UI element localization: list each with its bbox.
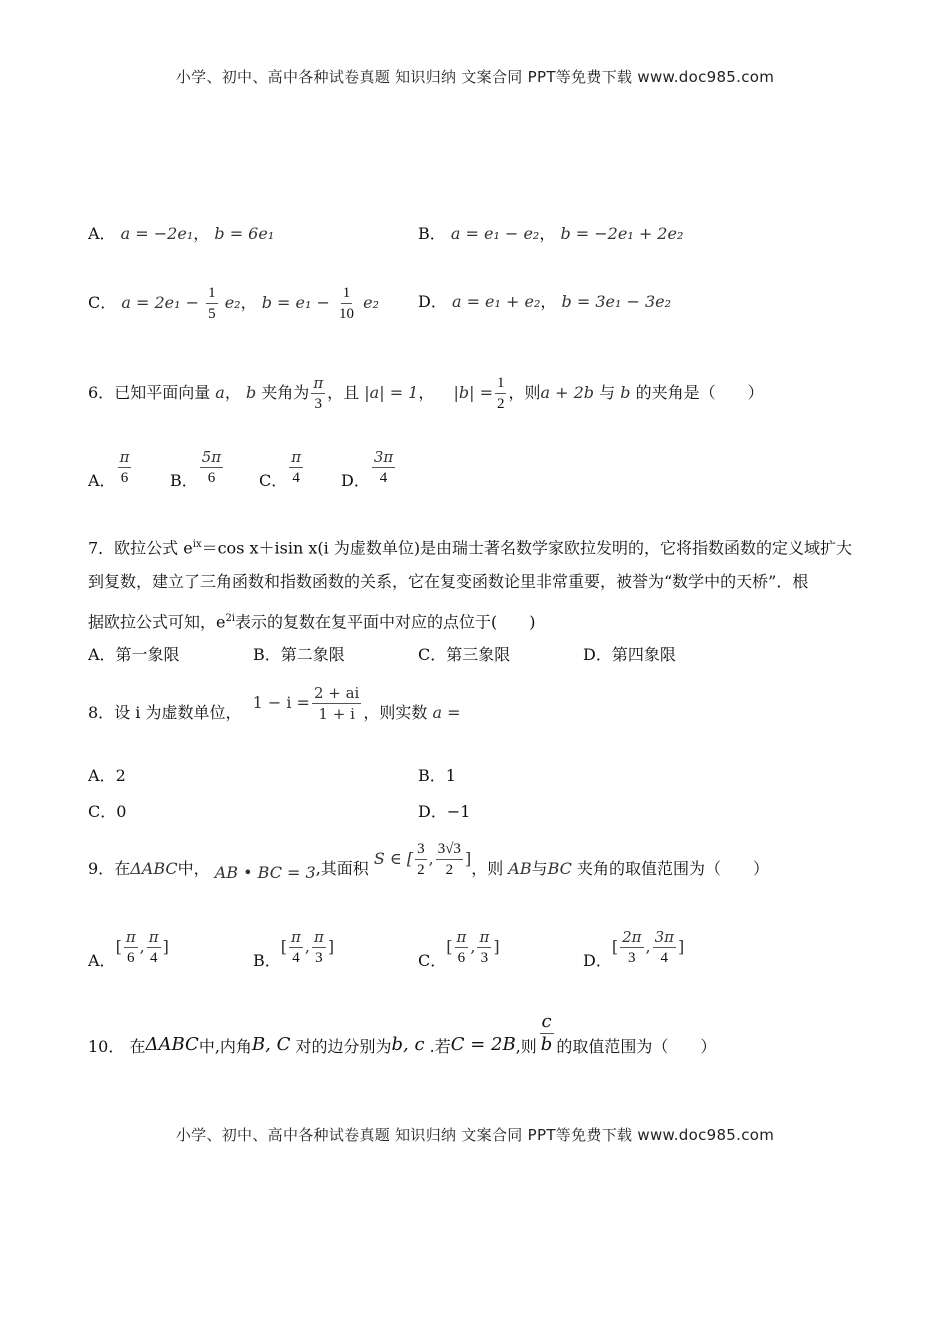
- fraction-denominator: 2: [417, 862, 425, 878]
- fraction-denominator: 5: [208, 306, 216, 322]
- fraction-numerator: 5π: [201, 448, 222, 466]
- q9-option-a-label: A．: [88, 951, 116, 970]
- q7-line-2: 到复数，建立了三角函数和指数函数的关系，它在复变函数论里非常重要，被誉为“数学中的天桥”．根: [88, 572, 809, 591]
- fraction-numerator: 3π: [654, 928, 674, 946]
- q8-text-2: ，则实数: [363, 703, 428, 722]
- q6-angle-fraction: [311, 374, 325, 413]
- q10-number: 10．: [88, 1037, 125, 1056]
- q6-text-3: ，且: [327, 383, 360, 402]
- q9-stem: [88, 840, 769, 883]
- q10-text-6: 的取值范围为（ ）: [556, 1037, 717, 1056]
- q8-number: 8．: [88, 703, 115, 722]
- q10-text-3: 对的边分别为: [295, 1037, 392, 1056]
- q9-option-d: D．[ $\frac{2\pi}{3}$ , $\frac{3\pi}{4}$ ]: [583, 928, 685, 970]
- q6-option-c-label: C．: [259, 471, 288, 490]
- q6-option-a-label: A．: [88, 471, 116, 490]
- q9-text-5: 与: [531, 859, 548, 878]
- q8-stem: [88, 684, 460, 723]
- q8-option-b-value: 1: [445, 766, 456, 785]
- q9-text-1: 在: [114, 859, 131, 878]
- q10-triangle: ΔABC: [145, 1034, 199, 1055]
- fraction-numerator: 2π: [622, 928, 642, 946]
- q9-option-d-fraction-2: [653, 928, 676, 967]
- q8-option-c: [88, 802, 126, 822]
- q8-variable-a: a =: [432, 703, 461, 722]
- q8-option-b: [418, 766, 456, 786]
- q10-condition: C = 2B: [450, 1034, 516, 1055]
- q6-option-b-fraction: [200, 448, 223, 487]
- q6-option-d-label: D．: [341, 471, 370, 490]
- q10-sides: b, c: [391, 1034, 425, 1055]
- fraction-numerator: 1: [206, 284, 218, 304]
- q6-option-b: [170, 448, 225, 491]
- q9-option-d-fraction-1: [620, 928, 643, 967]
- q5-option-c: [88, 284, 379, 323]
- q10-text-1: 在: [129, 1037, 146, 1056]
- q5-option-b-sep: ，: [539, 224, 556, 243]
- fraction-numerator: 2 + ai: [313, 684, 360, 702]
- q5-option-a-label: A．: [88, 224, 116, 243]
- fraction-numerator: π: [148, 928, 159, 946]
- q8-option-b-label: B．: [418, 766, 446, 785]
- q6-vector-a: a: [215, 383, 225, 402]
- q8-option-d-label: D．: [418, 802, 447, 821]
- fraction-denominator: 3: [314, 396, 322, 412]
- q10-ratio-fraction: [539, 1012, 555, 1055]
- q7-option-c: C．第三象限: [418, 645, 511, 664]
- q9-option-c-fraction-2: [477, 928, 491, 967]
- q7-option-d: D．第四象限: [583, 645, 676, 664]
- fraction-denominator: 3: [480, 950, 489, 966]
- q6-text-1: 已知平面向量: [114, 383, 211, 402]
- fraction-numerator: 3: [415, 840, 427, 860]
- q6-option-a: [88, 448, 133, 491]
- q5-option-d-expr2: b = 3e₁ − 3e₂: [561, 292, 672, 311]
- q6-text-6: 的夹角是（ ）: [635, 383, 764, 402]
- fraction-denominator: 6: [457, 950, 466, 966]
- q9-number: 9．: [88, 859, 115, 878]
- q5-option-d: [418, 292, 671, 312]
- q10-text-5: ,则: [515, 1037, 537, 1056]
- q6-option-b-label: B．: [170, 471, 198, 490]
- q8-option-a-label: A．: [88, 766, 116, 785]
- fraction-numerator: π: [291, 448, 302, 466]
- q9-option-b-label: B．: [253, 951, 281, 970]
- fraction-denominator: 6: [126, 950, 135, 966]
- q5-option-c-label: C．: [88, 293, 117, 312]
- fraction-denominator: 10: [339, 306, 354, 322]
- q6-abs-b: |b| =: [453, 383, 493, 402]
- q6-comma-2: ，: [418, 383, 435, 402]
- q10-text-2: 中,内角: [198, 1037, 252, 1056]
- q5-option-a-sep: ，: [193, 224, 210, 243]
- q8-option-a: [88, 766, 126, 786]
- fraction-numerator: π: [119, 448, 130, 466]
- fraction-denominator: 6: [207, 470, 216, 486]
- q10-stem: [88, 1012, 716, 1057]
- q9-interval-close: ]: [464, 849, 472, 868]
- q8-option-d-value: −1: [446, 802, 471, 821]
- q6-stem: [88, 374, 764, 413]
- fraction-numerator: π: [291, 928, 301, 946]
- q8-fraction: [312, 684, 361, 723]
- q6-vector-b: b: [245, 383, 257, 402]
- q9-text-3: ,其面积: [315, 859, 369, 878]
- q10-text-4: .若: [429, 1037, 451, 1056]
- q8-option-c-value: 0: [116, 802, 127, 821]
- q9-text-6: 夹角的取值范围为（ ）: [577, 859, 770, 878]
- q6-text-5: 与: [599, 383, 616, 402]
- q6-option-a-fraction: [118, 448, 132, 487]
- q9-option-b-fraction-2: [312, 928, 326, 967]
- q7-line-1-start: 7．欧拉公式 e: [88, 538, 193, 558]
- q5-option-b-expr1: a = e₁ − e₂: [450, 224, 540, 243]
- q9-vector-bc: BC: [547, 859, 572, 878]
- q7-option-b: B．第二象限: [253, 645, 345, 664]
- q6-option-d: [341, 448, 397, 491]
- fraction-denominator: b: [540, 1034, 553, 1055]
- q9-triangle: ΔABC: [130, 859, 178, 878]
- fraction-numerator: 1: [495, 374, 507, 394]
- q7-line-3: [88, 609, 536, 632]
- q5-option-c-expr2a: b = e₁ −: [261, 293, 330, 312]
- q5-option-c-sep: ，: [240, 293, 257, 312]
- q8-lhs: 1 − i =: [252, 693, 310, 712]
- fraction-numerator: π: [456, 928, 467, 946]
- fraction-numerator: π: [479, 928, 490, 946]
- fraction-denominator: 3: [628, 950, 636, 966]
- q9-dot-product: AB • BC = 3: [214, 863, 316, 882]
- fraction-denominator: 4: [379, 470, 388, 486]
- q7-line-1-end: ＝cos x＋isin x(i 为虚数单位)是由瑞士著名数学家欧拉发明的，它将指数函数的定义域扩大: [201, 538, 853, 558]
- q9-option-c: C．[ $\frac{\pi}{6}$ , $\frac{\pi}{3}$ ]: [418, 928, 500, 970]
- fraction-denominator: 2: [496, 396, 505, 412]
- fraction-denominator: 3: [315, 950, 323, 966]
- q9-option-b-fraction-1: [289, 928, 303, 967]
- q5-option-c-fraction-2: [337, 284, 356, 323]
- fraction-denominator: 4: [660, 950, 669, 966]
- fraction-numerator: π: [313, 928, 324, 946]
- q5-option-b-label: B．: [418, 224, 446, 243]
- q7-exponent-2i: 2i: [225, 613, 236, 624]
- q7-exponent-ix: ix: [192, 539, 202, 550]
- q5-option-b: [418, 224, 683, 244]
- q5-option-c-fraction-1: [206, 284, 218, 323]
- q9-fraction-upper: [436, 840, 463, 879]
- q9-option-a-fraction-2: [147, 928, 161, 967]
- q7-option-a: A．第一象限: [88, 645, 180, 664]
- q8-option-d: [418, 802, 470, 822]
- fraction-numerator: c: [541, 1011, 552, 1032]
- fraction-denominator: 4: [292, 950, 300, 966]
- q5-option-a-expr2: b = 6e₁: [214, 224, 275, 243]
- q5-option-c-expr1a: a = 2e₁ −: [121, 293, 200, 312]
- q9-area-set: S ∈ [: [373, 849, 414, 868]
- q8-option-a-value: 2: [115, 766, 126, 785]
- q5-option-a-expr1: a = −2e₁: [120, 224, 194, 243]
- q9-option-c-label: C．: [418, 951, 447, 970]
- q9-option-c-fraction-1: [455, 928, 469, 967]
- q9-interval-comma: ,: [428, 849, 434, 868]
- fraction-numerator: 3√3: [436, 840, 463, 860]
- q8-text-1: 设 i 为虚数单位，: [114, 703, 242, 722]
- q8-option-c-label: C．: [88, 802, 117, 821]
- q9-fraction-lower: [415, 840, 427, 879]
- q9-option-a: A．[ $\frac{\pi}{6}$ , $\frac{\pi}{4}$ ]: [88, 928, 169, 970]
- q6-expression: a + 2b: [540, 383, 595, 402]
- footer-banner: 小学、初中、高中各种试卷真题 知识归纳 文案合同 PPT等免费下载 www.doc985.com: [175, 1126, 775, 1144]
- fraction-denominator: 1 + i: [318, 705, 355, 723]
- fraction-denominator: 2: [445, 862, 454, 878]
- fraction-denominator: 4: [149, 950, 158, 966]
- fraction-numerator: π: [313, 374, 324, 392]
- q6-vector-b-2: b: [620, 383, 631, 402]
- q10-angles: B, C: [251, 1034, 291, 1055]
- q7-line-3-end: 表示的复数在复平面中对应的点位于( ): [235, 612, 536, 632]
- q9-vector-ab: AB: [508, 859, 532, 878]
- fraction-numerator: 3π: [373, 448, 394, 466]
- q5-option-d-expr1: a = e₁ + e₂: [451, 292, 541, 311]
- q6-number: 6．: [88, 383, 115, 402]
- q6-text-4: ，则: [508, 383, 541, 402]
- q5-option-d-sep: ，: [540, 292, 557, 311]
- q6-option-c-fraction: [289, 448, 303, 487]
- header-banner: 小学、初中、高中各种试卷真题 知识归纳 文案合同 PPT等免费下载 www.doc985.com: [175, 68, 775, 86]
- fraction-numerator: 1: [341, 284, 353, 304]
- fraction-numerator: π: [125, 928, 136, 946]
- fraction-denominator: 4: [292, 470, 300, 486]
- q5-option-b-expr2: b = −2e₁ + 2e₂: [560, 224, 684, 243]
- q9-option-d-label: D．: [583, 951, 612, 970]
- q6-comma-1: ，: [224, 383, 241, 402]
- q5-option-c-expr1b: e₂: [224, 293, 241, 312]
- q5-option-c-expr2b: e₂: [363, 293, 379, 312]
- q9-option-a-fraction-1: [124, 928, 138, 967]
- q6-text-2: 夹角为: [261, 383, 310, 402]
- q7-line-1: [88, 535, 852, 558]
- q6-option-d-fraction: [372, 448, 395, 487]
- q9-option-b: B．[ $\frac{\pi}{4}$ , $\frac{\pi}{3}$ ]: [253, 928, 335, 970]
- q9-text-4: ，则: [471, 859, 504, 878]
- q9-text-2: 中，: [177, 859, 210, 878]
- q5-option-a: [88, 224, 274, 244]
- q5-option-d-label: D．: [418, 292, 447, 311]
- fraction-denominator: 6: [120, 470, 129, 486]
- q6-abs-a: |a| = 1: [364, 383, 419, 402]
- q6-option-c: [259, 448, 305, 491]
- q6-half-fraction: [495, 374, 507, 413]
- q7-line-3-start: 据欧拉公式可知，e: [88, 612, 226, 632]
